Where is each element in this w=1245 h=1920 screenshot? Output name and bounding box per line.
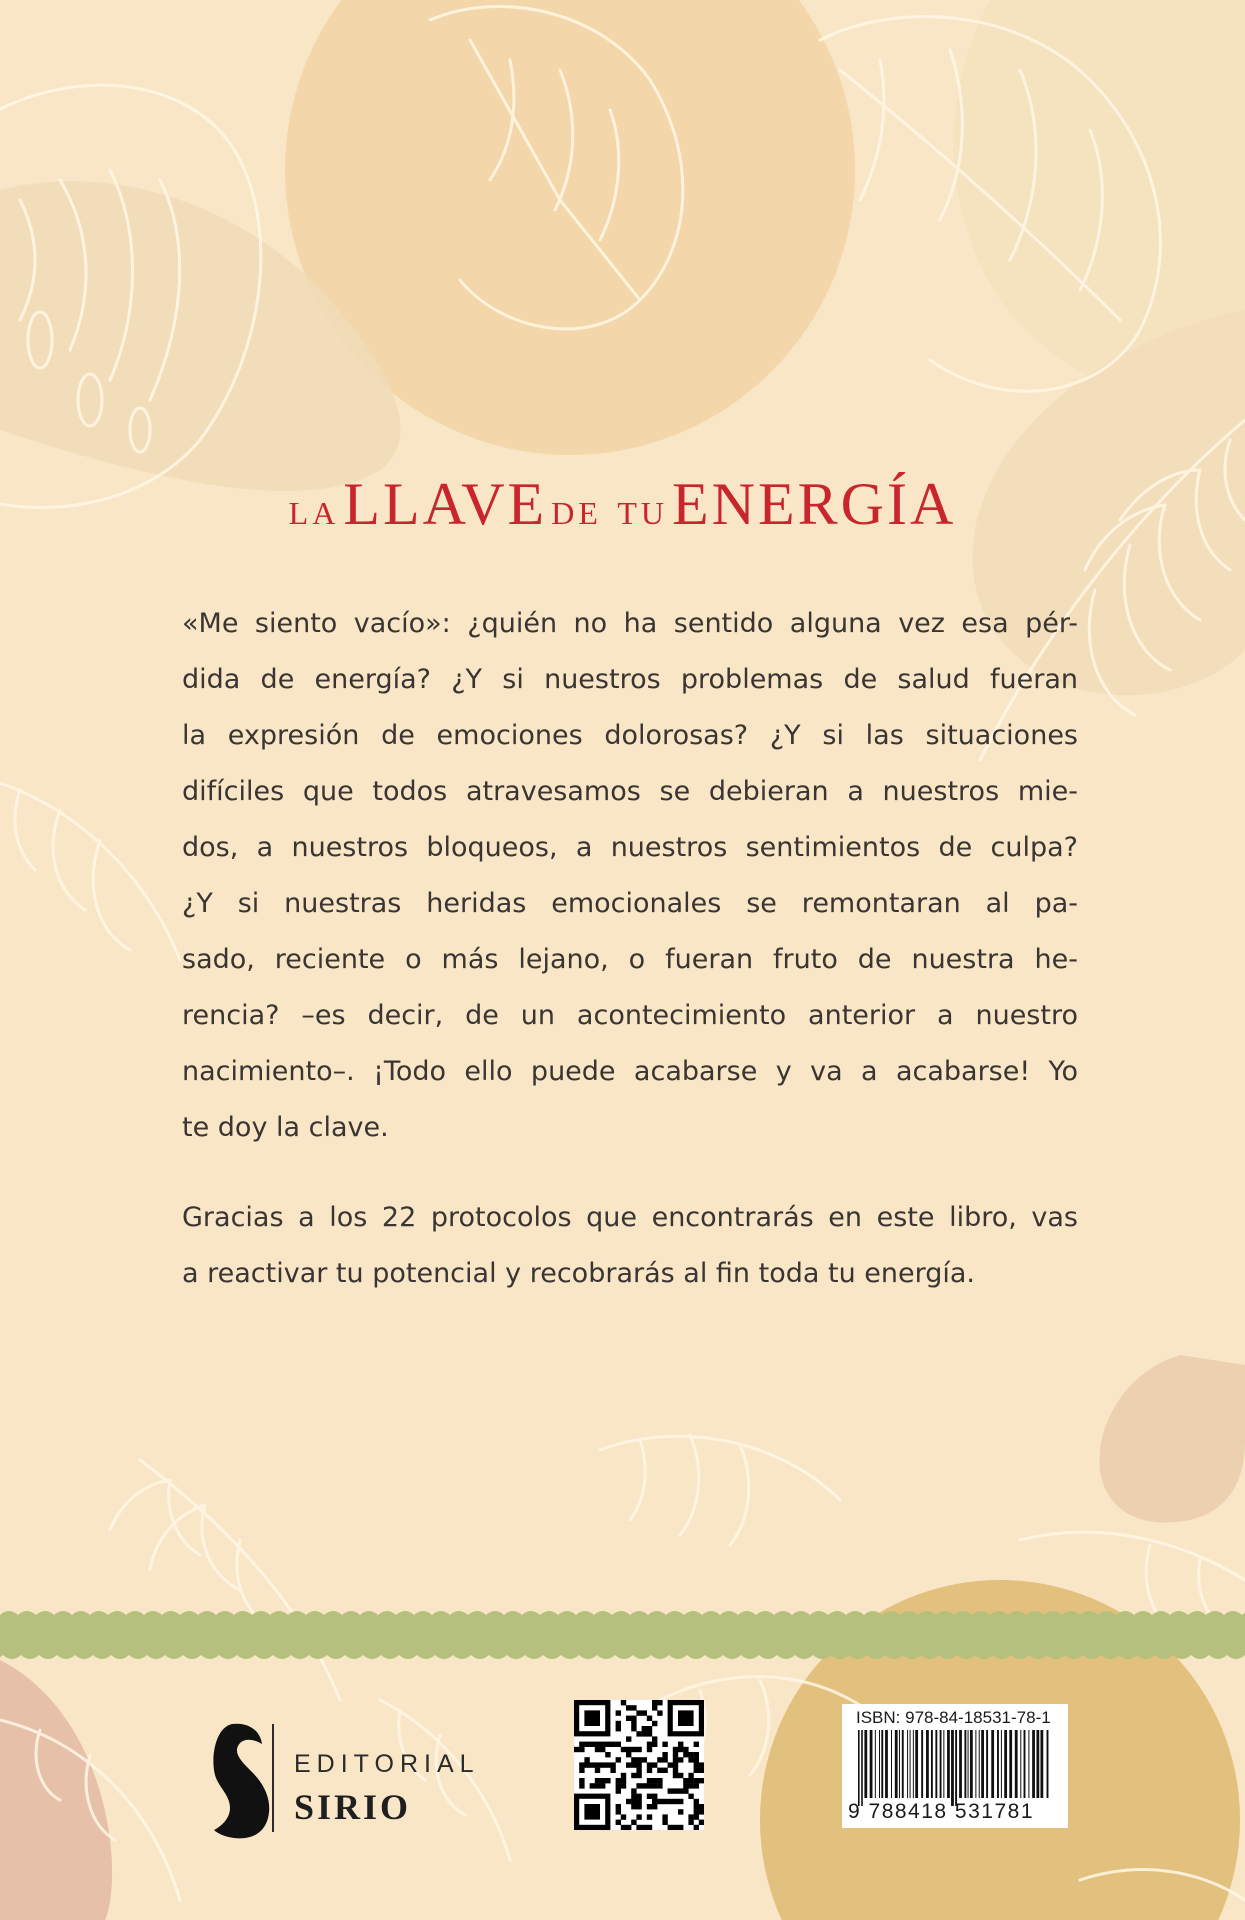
swan-s-logo-icon <box>212 1722 272 1842</box>
blurb-line: la expresión de emociones dolorosas? ¿Y si las situaciones <box>182 720 1078 751</box>
publisher-logo <box>212 1710 492 1850</box>
blurb-line: nacimiento–. ¡Todo ello puede acabarse y va a acabarse! Yo <box>182 1056 1078 1087</box>
cover-title <box>0 470 1245 539</box>
blurb-line: difíciles que todos atravesamos se debieran a nuestros mie- <box>182 776 1078 807</box>
publisher-line2: SIRIO <box>294 1787 412 1827</box>
publisher-divider <box>272 1724 274 1832</box>
blurb-paragraph-1 <box>182 596 1078 1156</box>
blurb-line: dos, a nuestros bloqueos, a nuestros sentimientos de culpa? <box>182 832 1078 863</box>
title-word-de-tu: de tu <box>551 483 669 534</box>
title-word-llave: LLAVE <box>343 471 548 537</box>
green-divider-band <box>0 1607 1245 1663</box>
blurb-line: ¿Y si nuestras heridas emocionales se remontaran al pa- <box>182 888 1078 919</box>
title-word-la: la <box>288 483 340 534</box>
blurb-line: «Me siento vacío»: ¿quién no ha sentido alguna vez esa pér- <box>182 608 1078 639</box>
publisher-line1: EDITORIAL <box>294 1750 480 1778</box>
isbn-digits: 9 788418 531781 <box>848 1800 1034 1823</box>
blurb-line: sado, reciente o más lejano, o fueran fruto de nuestra he- <box>182 944 1078 975</box>
isbn-barcode <box>842 1704 1068 1828</box>
blurb-line: te doy la clave. <box>182 1112 389 1143</box>
blurb-line: rencia? –es decir, de un acontecimiento anterior a nuestro <box>182 1000 1078 1031</box>
blurb-paragraph-2 <box>182 1190 1078 1302</box>
isbn-label: ISBN: 978-84-18531-78-1 <box>856 1708 1051 1727</box>
qr-code-icon <box>574 1700 704 1830</box>
blurb-line: a reactivar tu potencial y recobrarás al fin toda tu energía. <box>182 1258 975 1289</box>
title-word-energia: ENERGÍA <box>672 471 957 537</box>
blurb-line: dida de energía? ¿Y si nuestros problemas de salud fueran <box>182 664 1078 695</box>
blurb-line: Gracias a los 22 protocolos que encontrarás en este libro, vas <box>182 1202 1078 1233</box>
barcode-bars <box>852 1730 1058 1806</box>
